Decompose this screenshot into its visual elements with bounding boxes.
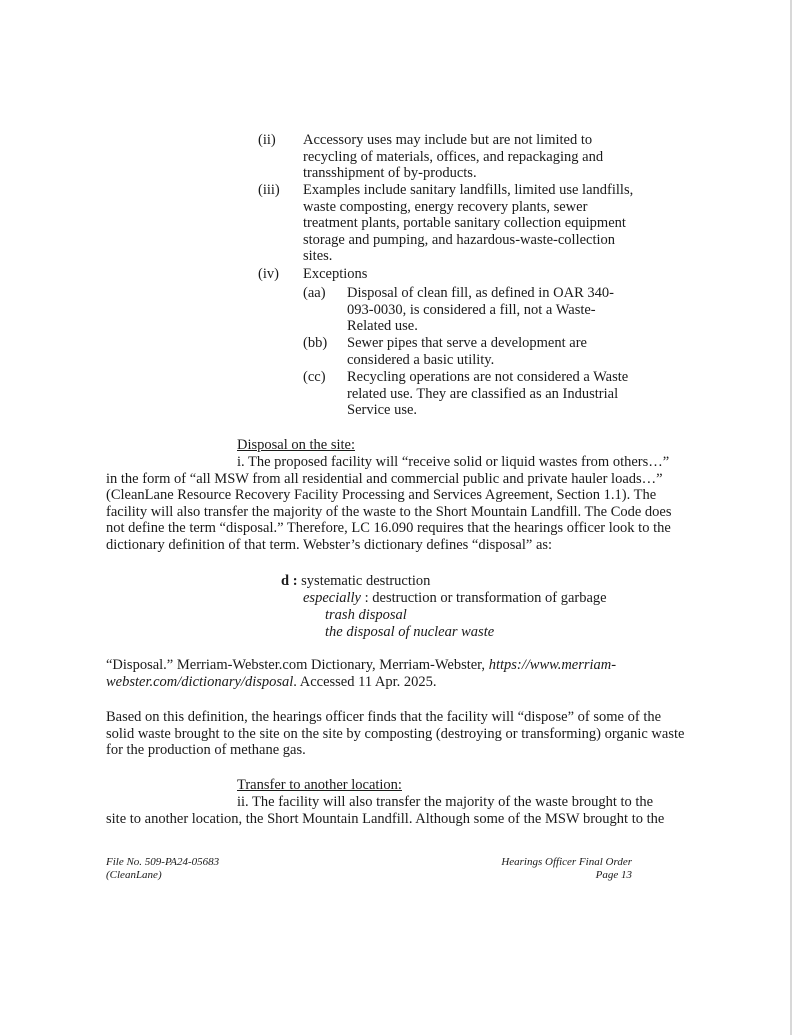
citation-part-2: . Accessed 11 Apr. 2025.	[293, 673, 437, 690]
footer-left	[106, 856, 219, 882]
definition-sense: systematic destruction	[301, 573, 431, 589]
transfer-para-rest: site to another location, the Short Mountain Landfill. Although some of the MSW brought to the	[106, 810, 665, 827]
disposal-heading: Disposal on the site:	[237, 437, 356, 453]
transfer-heading: Transfer to another location:	[237, 777, 402, 793]
sublist-num-aa: (aa)	[303, 285, 326, 301]
definition-subsense: destruction or transformation of garbage	[372, 590, 607, 606]
list-num-ii: (ii)	[258, 132, 276, 148]
footer-project: (CleanLane)	[106, 869, 162, 881]
page-edge	[790, 0, 792, 1035]
list-item-ii: Accessory uses may include but are not limited to recycling of materials, offices, and repackaging and transshipment of by-products.	[303, 132, 604, 181]
sublist-item-bb: Sewer pipes that serve a development are considered a basic utility.	[347, 335, 587, 368]
definition-colon: :	[360, 590, 373, 606]
definition-line-2	[303, 590, 607, 607]
footer-order: Hearings Officer Final Order	[501, 856, 632, 868]
citation-part-1: “Disposal.” Merriam-Webster.com Dictionary, Merriam-Webster,	[106, 657, 489, 673]
transfer-paragraph	[106, 794, 691, 827]
disposal-para-first: i. The proposed facility will “receive solid or liquid wastes from others…”	[237, 454, 670, 470]
citation	[106, 657, 691, 690]
list-item-iii: Examples include sanitary landfills, limited use landfills, waste composting, energy recovery plants, sewer treatment plants, portable sanitary collection equipment storage and pumping, and hazardous-waste-collection sites.	[303, 182, 634, 264]
citation-url: https://www.merriam-webster.com/dictionary/disposal	[106, 657, 617, 690]
transfer-para-first: ii. The facility will also transfer the majority of the waste brought to the	[237, 794, 654, 810]
footer-right	[430, 856, 632, 882]
disposal-para-rest: in the form of “all MSW from all residential and commercial public and private hauler loads…” (CleanLane Resource Recovery Facility Processing and Services Agreement, Section 1.1). The facility will also transfer the majority of the waste to the Short Mountain Landfill. The Code does not define the term “disposal.” Therefore, LC 16.090 requires that the hearings officer look to the dictionary definition of that term. Webster’s dictionary defines “disposal” as:	[106, 470, 672, 553]
definition-letter: d :	[281, 573, 298, 589]
sublist-item-aa: Disposal of clean fill, as defined in OAR 340-093-0030, is considered a fill, not a Waste-Related use.	[347, 285, 614, 334]
definition-example-1: trash disposal	[325, 607, 407, 623]
list-num-iv: (iv)	[258, 266, 279, 282]
list-num-iii: (iii)	[258, 182, 280, 198]
finding-paragraph: Based on this definition, the hearings officer finds that the facility will “dispose” of some of the solid waste brought to the site on the site by composting (destroying or transforming) organic waste for the production of methane gas.	[106, 709, 685, 758]
definition-example-2: the disposal of nuclear waste	[325, 624, 495, 640]
definition-especially: especially	[303, 590, 361, 606]
sublist-num-bb: (bb)	[303, 335, 328, 351]
footer-page: Page 13	[595, 869, 632, 881]
disposal-paragraph	[106, 454, 691, 553]
footer-file-no: File No. 509-PA24-05683	[106, 856, 220, 868]
sublist-item-cc: Recycling operations are not considered a Waste related use. They are classified as an Industrial Service use.	[347, 369, 629, 418]
sublist-num-cc: (cc)	[303, 369, 326, 385]
definition-line-1	[281, 573, 430, 590]
list-item-iv: Exceptions	[303, 266, 368, 282]
